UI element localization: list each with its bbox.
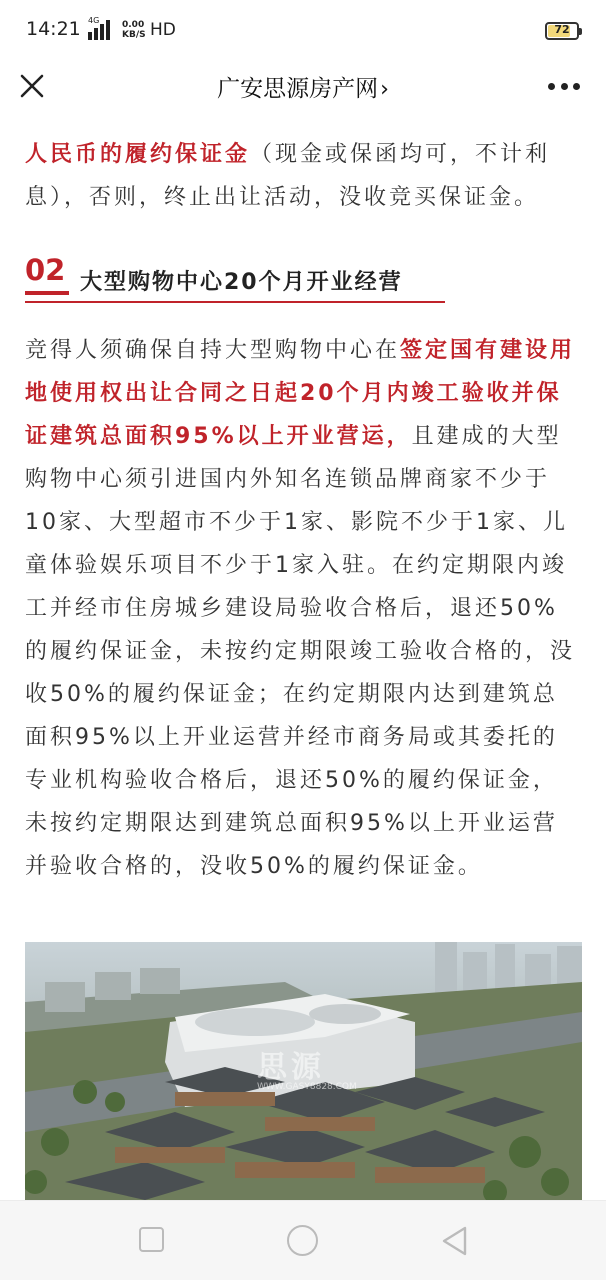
network-type: 4G <box>88 16 100 25</box>
signal-icon <box>88 18 110 40</box>
body-rest: 且建成的大型购物中心须引进国内外知名连锁品牌商家不少于10家、大型超市不少于1家、影院不少于1家、儿童体验娱乐项目不少于1家入驻。在约定期限内竣工并经市住房城乡建设局验收合格后，退还50%的履约保证金，未按约定期限竣工验收合格的，没收50%的履约保证金；在约定期限内达到建筑总面积95%以上开业运营并经市商务局或其委托的专业机构验收合格后，退还50%的履约保证金，未按约定期限达到建筑总面积95%以上开业运营并验收合格的，没收50%的履约保证金。 <box>25 424 576 879</box>
intro-paragraph <box>25 133 581 219</box>
speed-unit: KB/S <box>122 30 146 40</box>
article-content <box>0 112 606 1200</box>
status-time: 14:21 <box>26 18 81 40</box>
back-triangle-icon <box>440 1225 470 1257</box>
body-paragraph <box>25 329 581 888</box>
home-button[interactable] <box>287 1225 318 1256</box>
more-dot <box>561 83 568 90</box>
back-button[interactable] <box>440 1225 470 1257</box>
mall-rendering-image[interactable] <box>25 942 582 1200</box>
image-watermark: 思源 <box>257 1050 325 1085</box>
body-highlight: 签定国有建设用地使用权出让合同之日起20个月内竣工验收并保证建筑总面积95%以上开业营运， <box>25 338 576 449</box>
page-title: 广安思源房产网 <box>217 76 379 102</box>
section-title: 大型购物中心20个月开业经营 <box>80 270 403 295</box>
image-watermark-url: WWW.GASY8828.COM <box>257 1082 357 1092</box>
hd-indicator: HD <box>150 20 176 40</box>
system-navigation-bar <box>0 1200 606 1280</box>
body-lead: 竞得人须确保自持大型购物中心在 <box>25 338 401 363</box>
chevron-right-icon: › <box>380 77 389 102</box>
section-number: 02 <box>25 253 66 287</box>
section-underline <box>25 301 445 303</box>
speed-value: 0.00 <box>122 20 145 30</box>
more-dot <box>573 83 580 90</box>
account-title-link[interactable] <box>0 70 606 103</box>
intro-highlight: 人民币的履约保证金 <box>25 142 251 167</box>
battery-level: 72 <box>554 23 570 36</box>
intro-text: （现金或保函均可，不计利息），否则，终止出让活动，没收竞买保证金。 <box>25 142 551 210</box>
status-bar <box>0 0 606 60</box>
nav-bar <box>0 60 606 112</box>
section-accent-bar <box>25 291 69 295</box>
more-button[interactable] <box>548 80 580 92</box>
battery-icon <box>545 22 579 40</box>
recent-apps-button[interactable] <box>139 1227 164 1252</box>
section-header <box>25 253 445 305</box>
network-speed <box>122 20 146 40</box>
more-dot <box>548 83 555 90</box>
